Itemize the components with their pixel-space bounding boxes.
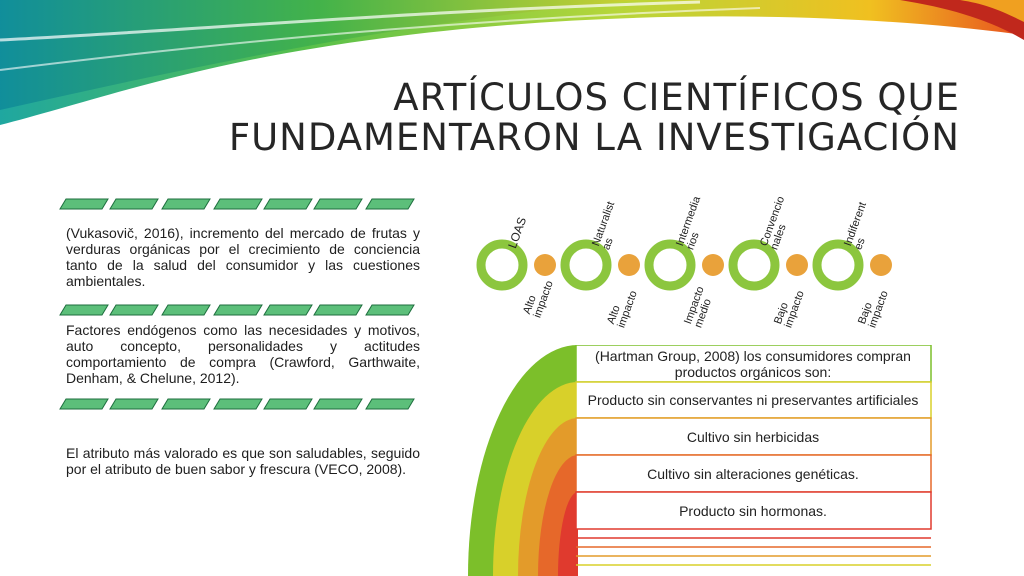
pyramid-item-2: Producto sin conservantes ni preservantes artificiales — [587, 392, 919, 408]
segment-3-top-label: Intermedia rios — [674, 194, 704, 252]
segment-5-bottom-label: Bajo impacto — [856, 289, 891, 330]
segment-4-top-label: Convencio nales — [758, 194, 789, 252]
page-title — [200, 78, 960, 158]
segment-2-bottom-label: Alto impacto — [605, 289, 640, 330]
parallelogram-row-1 — [58, 198, 426, 210]
parallelogram-row-2 — [58, 304, 426, 316]
segment-3-bottom-label: Impacto medio — [682, 284, 714, 330]
pyramid-item-1: (Hartman Group, 2008) los consumidores compran productos orgánicos son: — [595, 347, 911, 380]
parallelogram-row-3 — [58, 398, 426, 410]
pyramid-item-5: Producto sin hormonas. — [679, 502, 827, 519]
title-line-2: FUNDAMENTARON LA INVESTIGACIÓN — [228, 116, 960, 159]
paragraph-vukasovic: (Vukasovič, 2016), incremento del mercado de frutas y verduras orgánicas por el crecimiento de conciencia tanto de la salud del consumidor y las cuestiones ambientales. — [66, 225, 420, 289]
segment-5-top-label: Indiferent es — [842, 200, 870, 252]
segment-4-bottom-label: Bajo impacto — [772, 289, 807, 330]
segment-2-top-label: Naturalist as — [590, 199, 618, 252]
paragraph-factores: Factores endógenos como las necesidades y motivos, auto concepto, personalidades y actitudes comportamiento de compra (Crawford, Garthwaite, Denham, & Chelune, 2012). — [66, 322, 420, 386]
pyramid-item-4: Cultivo sin alteraciones genéticas. — [647, 465, 859, 482]
pyramid-item-3: Cultivo sin herbicidas — [686, 428, 820, 445]
paragraph-atributo: El atributo más valorado es que son saludables, seguido por el atributo de buen sabor y frescura (VECO, 2008). — [66, 445, 420, 477]
segment-1-bottom-label: Alto impacto — [521, 279, 556, 320]
title-line-1: ARTÍCULOS CIENTÍFICOS QUE — [393, 76, 960, 119]
segment-diagram — [470, 230, 900, 300]
segment-1-top-label: LOAS — [505, 215, 530, 251]
